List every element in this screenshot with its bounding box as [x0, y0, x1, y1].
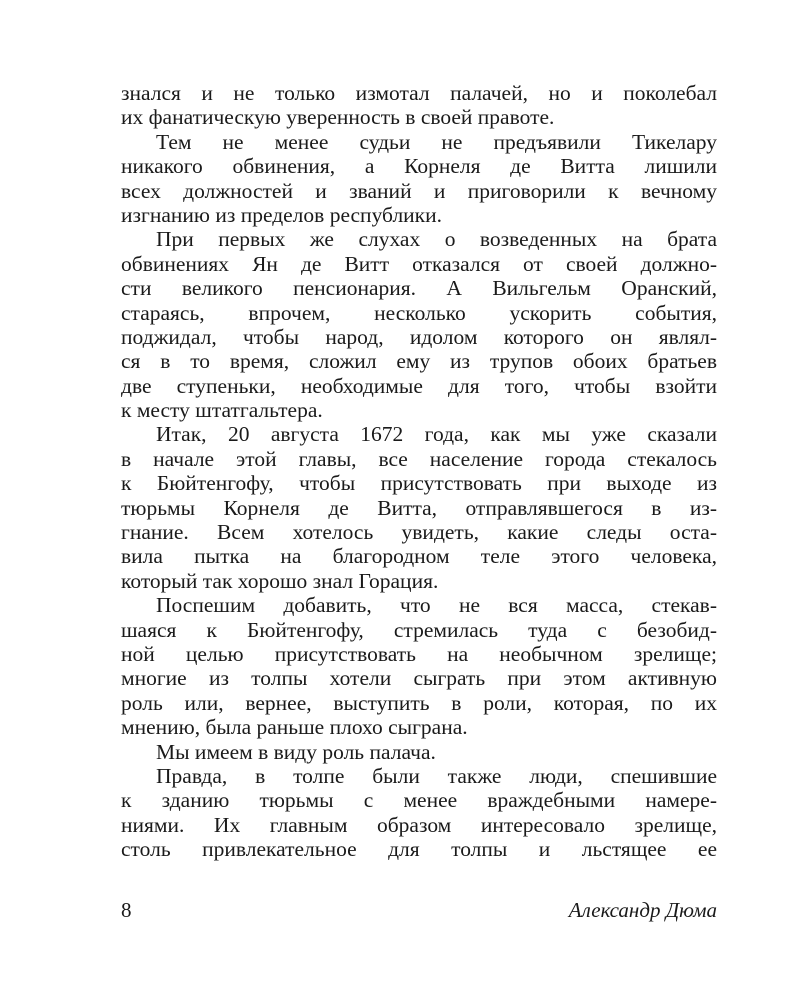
text-line: в начале этой главы, все население города стекалось	[121, 446, 717, 471]
text-line: многие из толпы хотели сыграть при этом активную	[121, 666, 717, 691]
text-line: столь привлекательное для толпы и льстящее ее	[121, 837, 717, 862]
text-line: ся в то время, сложил ему из трупов обоих братьев	[121, 349, 717, 374]
text-line: знался и не только измотал палачей, но и поколебал	[121, 81, 717, 105]
text-line: никакого обвинения, а Корнеля де Витта лишили	[121, 154, 717, 179]
page-body	[121, 81, 717, 862]
text-line: к Бюйтенгофу, чтобы присутствовать при выходе из	[121, 471, 717, 496]
text-line: изгнанию из пределов республики.	[121, 202, 442, 227]
text-line: мнению, была раньше плохо сыграна.	[121, 715, 468, 740]
text-line: сти великого пенсионария. А Вильгельм Оранский,	[121, 276, 717, 301]
running-footer-author: Александр Дюма	[568, 898, 717, 922]
text-line: вила пытка на благородном теле этого человека,	[121, 544, 717, 569]
text-line: обвинениях Ян де Витт отказался от своей должно-	[121, 251, 717, 276]
text-line: гнание. Всем хотелось увидеть, какие следы оста-	[121, 520, 717, 545]
text-line: При первых же слухах о возведенных на брата	[156, 227, 717, 252]
text-line: к месту штатгальтера.	[121, 398, 323, 423]
text-line: ниями. Их главным образом интересовало зрелище,	[121, 812, 717, 837]
text-line: Тем не менее судьи не предъявили Тикелару	[156, 129, 717, 154]
page-number: 8	[121, 898, 132, 922]
text-line: к зданию тюрьмы с менее враждебными намере-	[121, 788, 717, 813]
text-line: который так хорошо знал Горация.	[121, 568, 439, 593]
text-line: стараясь, впрочем, несколько ускорить события,	[121, 300, 717, 325]
text-line: Итак, 20 августа 1672 года, как мы уже сказали	[156, 422, 717, 447]
text-line: Поспешим добавить, что не вся масса, стекав-	[156, 593, 717, 618]
text-line: роль или, вернее, выступить в роли, которая, по их	[121, 690, 717, 715]
text-line: две ступеньки, необходимые для того, чтобы взойти	[121, 373, 717, 398]
page-footer	[121, 897, 717, 923]
text-line: поджидал, чтобы народ, идолом которого он являл-	[121, 324, 717, 349]
text-line: их фанатическую уверенность в своей правоте.	[121, 105, 555, 130]
text-line: Мы имеем в виду роль палача.	[156, 739, 436, 764]
text-line: всех должностей и званий и приговорили к вечному	[121, 178, 717, 203]
text-line: шаяся к Бюйтенгофу, стремилась туда с безобид-	[121, 617, 717, 642]
text-line: ной целью присутствовать на необычном зрелище;	[121, 641, 717, 666]
text-line: тюрьмы Корнеля де Витта, отправлявшегося в из-	[121, 495, 717, 520]
text-line: Правда, в толпе были также люди, спешившие	[156, 763, 717, 788]
